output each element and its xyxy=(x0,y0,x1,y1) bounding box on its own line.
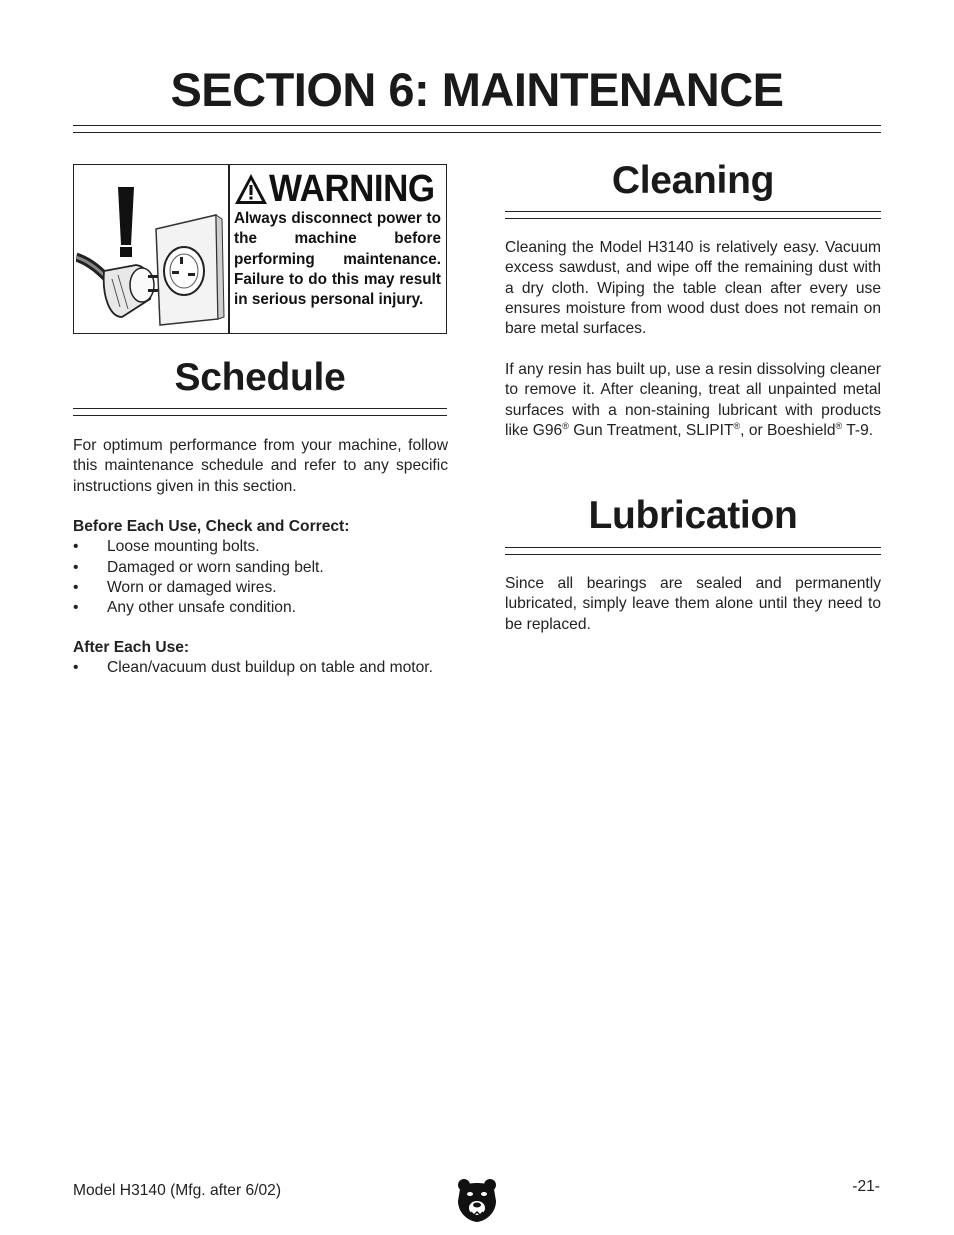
after-use-heading: After Each Use: xyxy=(73,639,190,656)
cleaning-heading: Cleaning xyxy=(611,159,775,202)
bear-head-icon xyxy=(456,1177,498,1223)
after-use-section xyxy=(73,638,448,679)
cleaning-paragraph-1: Cleaning the Model H3140 is relatively easy. Vacuum excess sawdust, and wipe off the remaining dust with a dry cloth. Wiping the table clean after every use ensures moisture from wood dust does not remain on bare metal surfaces. xyxy=(505,239,881,338)
before-use-heading: Before Each Use, Check and Correct: xyxy=(73,518,350,535)
schedule-rule xyxy=(73,408,447,416)
unplug-illustration xyxy=(76,167,226,330)
warning-triangle-icon xyxy=(234,173,268,205)
cleaning-paragraph-2: If any resin has built up, use a resin dissolving cleaner to remove it. After cleaning, treat all unpainted metal surfaces with a non-staining lubricant with products like G96® Gun Treatment, SLIPIT®, or Boeshield® T-9. xyxy=(505,361,881,439)
warning-text: Always disconnect power to the machine before performing maintenance. Failure to do this may result in serious personal injury. xyxy=(234,210,441,309)
cleaning-rule xyxy=(505,211,881,219)
title-rule xyxy=(73,125,881,133)
list-item: • Any other unsafe condition. xyxy=(73,599,296,617)
before-use-section xyxy=(73,517,448,618)
lubrication-rule xyxy=(505,547,881,555)
page-title: SECTION 6: MAINTENANCE xyxy=(170,63,784,116)
lubrication-heading: Lubrication xyxy=(588,494,798,537)
list-item: • Worn or damaged wires. xyxy=(73,578,277,596)
warning-header xyxy=(234,169,435,209)
registered-mark: ® xyxy=(562,420,569,431)
warning-divider xyxy=(228,165,230,333)
lubrication-text: Since all bearings are sealed and permanently lubricated, simply leave them alone until they need to be replaced. xyxy=(505,575,881,633)
list-item: • Loose mounting bolts. xyxy=(73,538,260,556)
list-item: • Clean/vacuum dust buildup on table and motor. xyxy=(73,659,433,677)
registered-mark: ® xyxy=(733,420,741,431)
footer-model: Model H3140 (Mfg. after 6/02) xyxy=(73,1182,282,1199)
list-item: • Damaged or worn sanding belt. xyxy=(73,558,324,576)
plug-icon xyxy=(76,167,226,330)
warning-box xyxy=(73,164,447,334)
warning-heading: WARNING xyxy=(269,167,435,210)
bear-logo xyxy=(456,1177,498,1228)
page-number: -21- xyxy=(852,1178,880,1195)
registered-mark: ® xyxy=(835,420,843,431)
schedule-heading: Schedule xyxy=(174,356,346,399)
schedule-intro: For optimum performance from your machine, follow this maintenance schedule and refer to any specific instructions given in this section. xyxy=(73,437,448,495)
